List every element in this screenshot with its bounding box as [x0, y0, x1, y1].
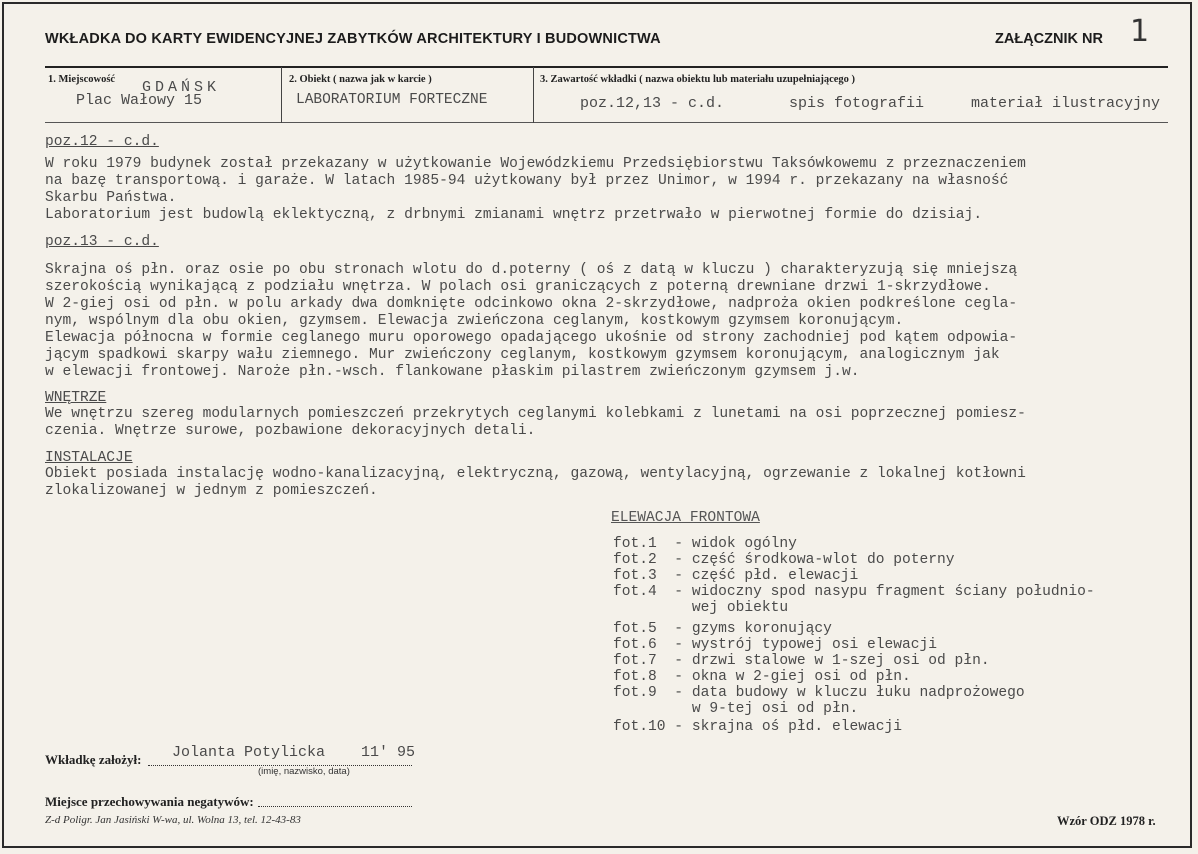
photo-list-item: fot.7 - drzwi stalowe w 1-szej osi od płn. — [613, 653, 990, 669]
wnetrze-heading: WNĘTRZE — [45, 390, 107, 406]
photo-list-item: wej obiektu — [613, 600, 789, 616]
body-line: Skarbu Państwa. — [45, 190, 177, 206]
poz13-heading: poz.13 - c.d. — [45, 234, 159, 250]
creator-label: Wkładkę założył: — [45, 752, 142, 767]
attachment-label: ZAŁĄCZNIK NR — [995, 31, 1103, 47]
body-line: We wnętrzu szereg modularnych pomieszczeń przekrytych ceglanymi kolebkami z lunetami na osi poprzecznej pomiesz- — [45, 406, 1026, 422]
form-model: Wzór ODZ 1978 r. — [1057, 814, 1156, 828]
body-line: zlokalizowanej w jednym z pomieszczeń. — [45, 483, 378, 499]
field-divider-1 — [281, 67, 282, 123]
negatives-dotted-line — [258, 806, 412, 807]
body-line: Laboratorium jest budowlą eklektyczną, z drbnymi zmianami wnętrz przetrwało w pierwotnej formie do dzisiaj. — [45, 207, 983, 223]
field-3-value-a: poz.12,13 - c.d. — [580, 95, 725, 112]
field-2-value: LABORATORIUM FORTECZNE — [296, 92, 488, 108]
body-line: czenia. Wnętrze surowe, pozbawione dekoracyjnych detali. — [45, 423, 536, 439]
field-1-address: Plac Wałowy 15 — [76, 92, 203, 109]
photo-list-item: fot.5 - gzyms koronujący — [613, 621, 832, 637]
photo-list-item: fot.8 - okna w 2-giej osi od płn. — [613, 669, 911, 685]
field-2-label: 2. Obiekt ( nazwa jak w karcie ) — [289, 74, 432, 85]
photo-list-item: fot.10 - skrajna oś płd. elewacji — [613, 719, 903, 735]
photo-list-item: fot.6 - wystrój typowej osi elewacji — [613, 637, 938, 653]
photo-list-item: fot.3 - część płd. elewacji — [613, 568, 859, 584]
photo-list-item: fot.9 - data budowy w kluczu łuku nadprożowego — [613, 685, 1025, 701]
photo-list-heading: ELEWACJA FRONTOWA — [611, 510, 760, 526]
field-divider-2 — [533, 67, 534, 123]
header-top-rule — [45, 66, 1168, 68]
body-line: jącym spadkowi skarpy wału ziemnego. Mur zwieńczony ceglanym, kostkowym gzymsem koronującym, analogicznym jak — [45, 347, 1000, 363]
body-line: W roku 1979 budynek został przekazany w użytkowanie Wojewódzkiemu Przedsiębiorstwu Taksówkowemu z przeznaczeniem — [45, 156, 1026, 172]
body-line: szerokością wynikającą z podziału wnętrza. W polach osi graniczących z poterną drewniane drzwi 1-skrzydłowe. — [45, 279, 991, 295]
photo-list-item: fot.4 - widoczny spod nasypu fragment ściany południo- — [613, 584, 1095, 600]
photo-list-item: fot.2 - część środkowa-wlot do poterny — [613, 552, 955, 568]
poz12-heading: poz.12 - c.d. — [45, 134, 159, 150]
body-line: W 2-giej osi od płn. w polu arkady dwa domknięte odcinkowo okna 2-skrzydłowe, nadproża okien podkreślone cegla- — [45, 296, 1018, 312]
creator-value: Jolanta Potylicka 11' 95 — [172, 744, 416, 761]
body-line: Obiekt posiada instalację wodno-kanalizacyjną, elektryczną, gazową, wentylacyjną, ogrzewanie z lokalnej kotłowni — [45, 466, 1026, 482]
field-3-value-b: spis fotografii — [789, 95, 925, 112]
body-line: w elewacji frontowej. Naroże płn.-wsch. flankowane płaskim pilastrem zwieńczonym gzymsem j.w. — [45, 364, 860, 380]
field-1-city: GDAŃSK — [142, 79, 221, 96]
card-title: WKŁADKA DO KARTY EWIDENCYJNEJ ZABYTKÓW ARCHITEKTURY I BUDOWNICTWA — [45, 31, 661, 47]
printer-imprint: Z-d Poligr. Jan Jasiński W-wa, ul. Wolna 13, tel. 12-43-83 — [45, 814, 301, 826]
header-bottom-rule — [45, 122, 1168, 123]
body-line: na bazę transportową. i garaże. W latach 1985-94 użytkowany był przez Unimor, w 1994 r. przekazany na własność — [45, 173, 1009, 189]
body-line: Skrajna oś płn. oraz osie po obu stronach wlotu do d.poterny ( oś z datą w kluczu ) charakteryzują się mniejszą — [45, 262, 1018, 278]
photo-list-item: fot.1 - widok ogólny — [613, 536, 797, 552]
field-3-label: 3. Zawartość wkładki ( nazwa obiektu lub materiału uzupełniającego ) — [540, 74, 856, 85]
body-line: Elewacja północna w formie ceglanego muru oporowego opadającego ukośnie od strony zachodniej pod kątem odpowia- — [45, 330, 1018, 346]
field-3-value-c: materiał ilustracyjny — [971, 95, 1161, 112]
photo-list-item: w 9-tej osi od płn. — [613, 701, 859, 717]
attachment-number: 1 — [1130, 14, 1150, 49]
negatives-label: Miejsce przechowywania negatywów: — [45, 794, 254, 809]
creator-caption: (imię, nazwisko, data) — [258, 766, 350, 777]
field-1-label: 1. Miejscowość — [48, 74, 116, 85]
instalacje-heading: INSTALACJE — [45, 450, 133, 466]
body-line: nym, wspólnym dla obu okien, gzymsem. Elewacja zwieńczona ceglanym, kostkowym gzymsem koronującym. — [45, 313, 904, 329]
